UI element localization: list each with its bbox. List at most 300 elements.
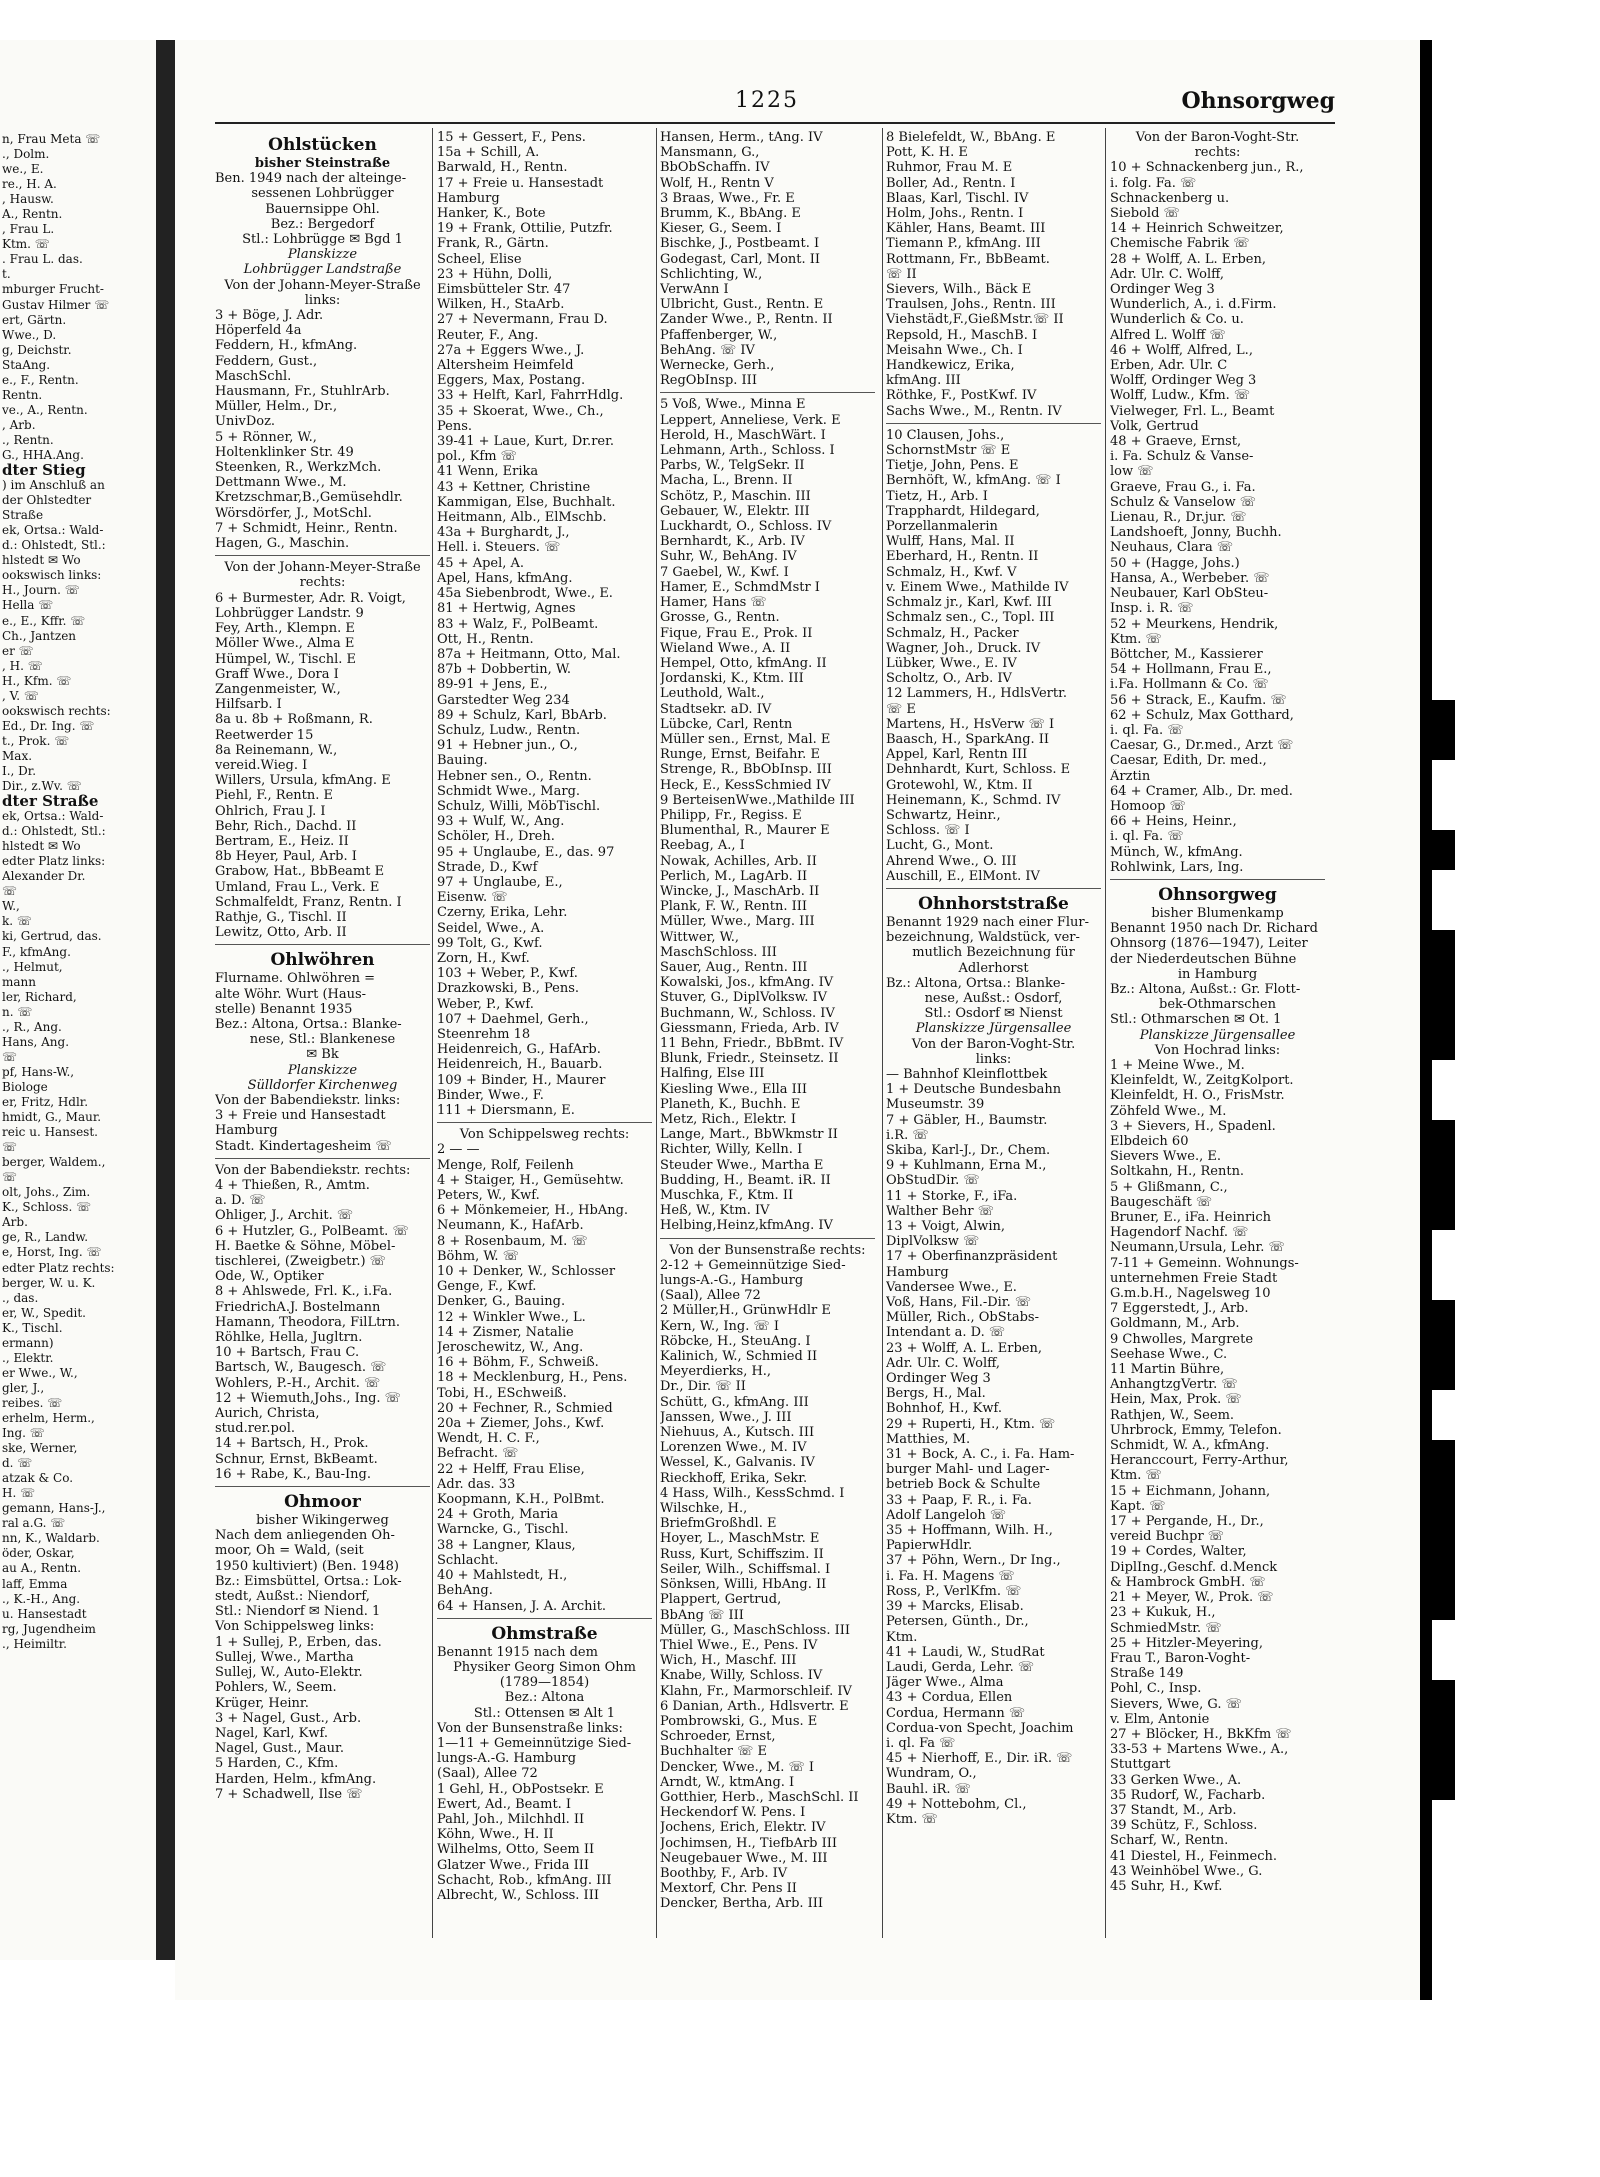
directory-entry: 13 + Voigt, Alwin, (886, 1219, 1006, 1235)
directory-entry: Stadtsekr. aD. IV (660, 701, 772, 717)
left-page-line: ge, R., Landw. (2, 1230, 89, 1245)
directory-entry: Grotewohl, W., Ktm. II (886, 777, 1033, 793)
directory-entry: AnhangtzgVertr. ☏ (1110, 1377, 1238, 1393)
directory-entry: Boller, Ad., Rentn. I (886, 175, 1016, 191)
directory-entry: Kammigan, Else, Buchhalt. (437, 494, 616, 510)
directory-entry: 64 + Hansen, J. A. Archit. (437, 1598, 607, 1614)
directory-entry: 17 + Pergande, H., Dr., (1110, 1514, 1264, 1530)
directory-entry: Lohbrügger Landstr. 9 (215, 605, 364, 621)
directory-entry: 6 + Hutzler, G., PolBeamt. ☏ (215, 1223, 409, 1239)
directory-entry: Knabe, Willy, Schloss. IV (660, 1668, 823, 1684)
directory-entry: links: (975, 1051, 1012, 1067)
directory-entry: nese, Stl.: Blankenese (249, 1032, 396, 1048)
directory-entry: Petersen, Günth., Dr., (886, 1614, 1029, 1630)
directory-entry: Hamer, Hans ☏ (660, 595, 767, 611)
column-divider (656, 128, 657, 1938)
directory-entry: 49 + Nottebohm, Cl., (886, 1796, 1027, 1812)
directory-entry: Heitmann, Alb., ElMschb. (437, 510, 607, 526)
directory-entry: Caesar, Edith, Dr. med., (1110, 753, 1267, 769)
directory-entry: Böhm, W. ☏ (437, 1248, 519, 1264)
directory-entry: Pohl, C., Insp. (1110, 1681, 1202, 1697)
left-page-line: F., kfmAng. (2, 944, 71, 959)
street-heading: Ohlwöhren (270, 950, 375, 971)
directory-entry: Walther Behr ☏ (886, 1203, 994, 1219)
directory-entry: Schulz & Vanselow ☏ (1110, 494, 1256, 510)
section-divider (886, 888, 1101, 889)
directory-entry: 1 + Meine Wwe., M. (1110, 1057, 1245, 1073)
directory-entry: 39 + Marcks, Elisab. (886, 1599, 1024, 1615)
directory-entry: Schwartz, Heinr., (886, 807, 1001, 823)
directory-entry: Wolff, Ordinger Weg 3 (1110, 373, 1257, 389)
directory-entry: Wunderlich, A., i. d.Firm. (1110, 297, 1277, 313)
directory-entry: Schmalfeldt, Franz, Rentn. I (215, 894, 402, 910)
left-page-line: G., HHA.Ang. (2, 447, 84, 462)
directory-entry: Vielweger, Frl. L., Beamt (1110, 403, 1275, 419)
left-page-line: ookswisch rechts: (2, 703, 111, 718)
directory-entry: Rathjen, W., Seem. (1110, 1407, 1235, 1423)
directory-entry: 81 + Hertwig, Agnes (437, 601, 576, 617)
directory-entry: 43 Weinhöbel Wwe., G. (1110, 1863, 1263, 1879)
directory-entry: mutlich Bezeichnung für (912, 945, 1075, 961)
directory-entry: Ulbricht, Gust., Rentn. E (660, 297, 824, 313)
directory-entry: 52 + Meurkens, Hendrik, (1110, 616, 1279, 632)
directory-entry: 8b Heyer, Paul, Arb. I (215, 849, 357, 865)
directory-entry: 39-41 + Laue, Kurt, Dr.rer. (437, 434, 615, 450)
directory-entry: Hausmann, Fr., StuhlrArb. (215, 384, 390, 400)
directory-entry: 103 + Weber, P., Kwf. (437, 966, 578, 982)
left-page-line: A., Rentn. (2, 207, 63, 222)
directory-entry: Brumm, K., BbAng. E (660, 206, 801, 222)
left-page-line: d.: Ohlstedt, Stl.: (2, 538, 106, 553)
directory-entry: Tobi, H., ESchweiß. (437, 1385, 567, 1401)
directory-entry: 83 + Walz, F., PolBeamt. (437, 616, 599, 632)
directory-entry: stedt, Außst.: Niendorf, (215, 1589, 370, 1605)
directory-entry: Harden, Helm., kfmAng. (215, 1771, 377, 1787)
directory-entry: BriefmGroßhdl. E (660, 1516, 777, 1532)
directory-entry: Planskizze Jürgensallee (915, 1021, 1072, 1037)
directory-entry: 43 + Kettner, Christine (437, 479, 591, 495)
directory-entry: 43 + Cordua, Ellen (886, 1690, 1013, 1706)
directory-entry: Baasch, H., SparkAng. II (886, 731, 1050, 747)
directory-entry: Von der Baron-Voght-Str. (911, 1036, 1076, 1052)
directory-entry: 7 + Gäbler, H., Baumstr. (886, 1112, 1048, 1128)
directory-entry: ObStudDir. ☏ (886, 1173, 980, 1189)
directory-entry: 99 Tolt, G., Kwf. (437, 935, 543, 951)
directory-entry: Sachs Wwe., M., Rentn. IV (886, 403, 1062, 419)
directory-entry: stud.rer.pol. (215, 1421, 295, 1437)
directory-entry: Halfing, Else III (660, 1066, 765, 1082)
directory-entry: 12 + Winkler Wwe., L. (437, 1309, 586, 1325)
directory-entry: Willers, Ursula, kfmAng. E (215, 773, 391, 789)
directory-entry: Macha, L., Brenn. II (660, 473, 793, 489)
directory-entry: Von Hochrad links: (1154, 1042, 1281, 1058)
directory-entry: Holm, Johs., Rentn. I (886, 206, 1024, 222)
section-divider (660, 1238, 875, 1239)
directory-entry: 14 + Zismer, Natalie (437, 1324, 574, 1340)
left-page-line: berger, W. u. K. (2, 1275, 96, 1290)
left-page-line: rg, Jugendheim (2, 1621, 96, 1636)
left-page-line: ., das. (2, 1290, 39, 1305)
directory-entry: Reuter, F., Ang. (437, 327, 539, 343)
directory-entry: Binder, Wwe., F. (437, 1087, 544, 1103)
directory-entry: 31 + Bock, A. C., i. Fa. Ham- (886, 1447, 1075, 1463)
directory-entry: 10 + Bartsch, Frau C. (215, 1345, 360, 1361)
directory-entry: 33-53 + Martens Wwe., A., (1110, 1742, 1289, 1758)
directory-entry: 8 Bielefeldt, W., BbAng. E (886, 130, 1056, 145)
directory-entry: 6 Danian, Arth., Hdlsvertr. E (660, 1698, 849, 1714)
directory-entry: Kern, W., Ing. ☏ I (660, 1318, 780, 1334)
directory-entry: Nagel, Gust., Maur. (215, 1741, 344, 1757)
left-page-line: Ing. ☏ (2, 1426, 45, 1441)
directory-entry: Janssen, Wwe., J. III (660, 1409, 792, 1425)
directory-entry: Hell. i. Steuers. ☏ (437, 540, 561, 556)
left-page-line: ek, Ortsa.: Wald- (2, 523, 104, 538)
directory-entry: 9 + Kuhlmann, Erna M., (886, 1158, 1047, 1174)
left-page-line: Rentn. (2, 387, 43, 402)
directory-entry: Porzellanmalerin (886, 519, 998, 535)
directory-entry: Repsold, H., MaschB. I (886, 327, 1038, 343)
left-page-line: er, Fritz, Hdlr. (2, 1095, 89, 1109)
directory-entry: Runge, Ernst, Beifahr. E (660, 747, 820, 763)
left-page-line: ., Helmut, (2, 959, 63, 974)
directory-entry: Ordinger Weg 3 (886, 1371, 991, 1387)
left-page-line: ek, Ortsa.: Wald- (2, 809, 104, 824)
directory-entry: 17 + Oberfinanzpräsident (886, 1249, 1058, 1265)
directory-entry: Wagner, Joh., Druck. IV (886, 640, 1041, 656)
directory-entry: Matthies, M. (886, 1431, 971, 1447)
directory-entry: Hamburg (886, 1264, 949, 1280)
directory-entry: 18 + Mecklenburg, H., Pens. (437, 1370, 628, 1386)
directory-entry: Gebauer, W., Elektr. III (660, 503, 810, 519)
directory-entry: Garstedter Weg 234 (437, 692, 570, 708)
directory-entry: Böttcher, M., Kassierer (1110, 646, 1263, 662)
directory-entry: in Hamburg (1177, 966, 1258, 982)
directory-entry: moor, Oh = Wald, (seit (215, 1543, 364, 1559)
directory-entry: ☏ II (886, 266, 917, 282)
directory-entry: Nowak, Achilles, Arb. II (660, 853, 817, 869)
directory-entry: BehAng. ☏ IV (660, 342, 755, 358)
directory-entry: Hamburg (215, 1123, 278, 1139)
directory-entry: Von der Babendiekstr. links: (215, 1092, 401, 1108)
directory-entry: Muschka, F., Ktm. II (660, 1188, 794, 1204)
directory-entry: Pfaffenberger, W., (660, 327, 778, 343)
directory-entry: Altersheim Heimfeld (437, 358, 574, 374)
directory-entry: i.R. ☏ (886, 1127, 929, 1143)
directory-entry: Martens, H., HsVerw ☏ I (886, 716, 1055, 732)
directory-entry: Müller, Rich., ObStabs- (886, 1310, 1039, 1326)
directory-entry: 15a + Schill, A. (437, 145, 540, 161)
directory-entry: 23 + Wolff, A. L. Erben, (886, 1340, 1042, 1356)
directory-entry: Bez.: Altona, Ortsa.: Blanke- (215, 1016, 402, 1032)
directory-entry: Von Schippelsweg links: (215, 1619, 375, 1635)
directory-entry: 15 + Eichmann, Johann, (1110, 1483, 1271, 1499)
directory-entry: Wendt, H. C. F., (437, 1431, 540, 1447)
directory-entry: 11 Behn, Friedr., BbBmt. IV (660, 1035, 844, 1051)
left-page-line: e, Horst, Ing. ☏ (2, 1245, 102, 1260)
directory-entry: Alfred L. Wolff ☏ (1110, 327, 1226, 343)
directory-entry: Sullej, Wwe., Martha (215, 1649, 354, 1665)
directory-entry: Parbs, W., TelgSekr. II (660, 458, 805, 474)
left-page-line: ve., A., Rentn. (2, 402, 88, 417)
left-page-line: ) im Anschluß an (2, 478, 105, 493)
directory-entry: Sievers Wwe., E. (1110, 1149, 1222, 1165)
directory-entry: 8a Reinemann, W., (215, 742, 338, 758)
directory-entry: Insp. i. R. ☏ (1110, 601, 1194, 617)
directory-entry: Steenken, R., WerkzMch. (215, 460, 382, 476)
directory-entry: Kretzschmar,B.,Gemüsehdlr. (215, 490, 403, 506)
directory-entry: Menge, Rolf, Feilenh (437, 1157, 574, 1173)
directory-entry: Bauing. (437, 753, 488, 769)
directory-entry: Schroeder, Ernst, (660, 1729, 776, 1745)
directory-entry: Cordua, Hermann ☏ (886, 1705, 1026, 1721)
left-page-line: e., F., Rentn. (2, 372, 79, 387)
directory-entry: Krüger, Heinr. (215, 1695, 309, 1711)
left-page-line: reibes. ☏ (2, 1395, 63, 1410)
directory-entry: Neubauer, Karl ObSteu- (1110, 586, 1269, 602)
directory-entry: Leuthold, Walt., (660, 686, 765, 702)
left-page-line: ., Dolm. (2, 147, 50, 162)
directory-entry: 11 + Storke, F., iFa. (886, 1188, 1018, 1204)
directory-entry: 19 + Cordes, Walter, (1110, 1544, 1247, 1560)
left-page-line: g, Deichstr. (2, 342, 72, 357)
directory-entry: Sievers, Wwe, G. ☏ (1110, 1696, 1242, 1712)
directory-entry: 64 + Cramer, Alb., Dr. med. (1110, 783, 1293, 799)
left-page-line: edter Platz links: (2, 854, 106, 869)
directory-entry: bek-Othmarschen (1159, 997, 1276, 1013)
directory-entry: Wich, H., Maschf. III (660, 1653, 797, 1669)
directory-entry: Eggers, Max, Postang. (437, 373, 586, 389)
directory-entry: Chemische Fabrik ☏ (1110, 236, 1250, 252)
directory-entry: (1789—1854) (499, 1675, 590, 1691)
directory-entry: Dr., Dir. ☏ II (660, 1379, 746, 1395)
directory-entry: 10 Clausen, Johs., (886, 427, 1005, 443)
left-page-line: ., Rentn. (2, 432, 54, 447)
directory-entry: Ktm. ☏ (886, 1811, 938, 1827)
directory-entry: Voß, Hans, Fil.-Dir. ☏ (886, 1295, 1032, 1311)
directory-entry: Adr. Ulr. C. Wolff, (886, 1355, 1001, 1371)
directory-entry: Eimsbütteler Str. 47 (437, 282, 571, 298)
directory-entry: Flurname. Ohlwöhren = (215, 971, 375, 987)
directory-entry: Erben, Adr. Ulr. C (1110, 358, 1228, 374)
column-divider (432, 128, 433, 1938)
directory-entry: Frank, R., Gärtn. (437, 236, 549, 252)
left-page-line: nn, K., Waldarb. (2, 1531, 100, 1546)
directory-entry: Zangenmeister, W., (215, 681, 341, 697)
directory-entry: Jeroschewitz, W., Ang. (437, 1340, 584, 1356)
left-page-line: ., K.-H., Ang. (2, 1591, 81, 1606)
directory-entry: 24 + Groth, Maria (437, 1507, 559, 1523)
directory-entry: Adr. das. 33 (437, 1476, 516, 1492)
directory-entry: Bz.: Altona, Ortsa.: Blanke- (886, 975, 1065, 991)
directory-entry: 7 Eggerstedt, J., Arb. (1110, 1301, 1249, 1317)
directory-entry: Apel, Hans, kfmAng. (437, 570, 573, 586)
directory-entry: Lewitz, Otto, Arb. II (215, 925, 347, 941)
directory-entry: Stadt. Kindertagesheim ☏ (215, 1138, 392, 1154)
directory-entry: Herold, H., MaschWärt. I (660, 427, 826, 443)
directory-entry: 39 Schütz, F., Schloss. (1110, 1818, 1258, 1834)
directory-entry: Weber, P., Kwf. (437, 996, 534, 1012)
directory-entry: i. ql. Fa ☏ (886, 1735, 956, 1751)
directory-entry: 3 + Nagel, Gust., Arb. (215, 1710, 362, 1726)
directory-entry: Jochimsen, H., TiefbArb III (660, 1835, 838, 1851)
directory-entry: Wohlers, P.-H., Archit. ☏ (215, 1375, 381, 1391)
left-page-line: dter Straße (2, 794, 99, 810)
directory-entry: Neumann, K., HafArb. (437, 1218, 584, 1234)
left-page-line: ral a.G. ☏ (2, 1516, 66, 1531)
directory-entry: 4 + Thießen, R., Amtm. (215, 1178, 370, 1193)
directory-entry: Pahl, Joh., Milchhdl. II (437, 1811, 585, 1827)
street-heading: Ohnhorststraße (918, 893, 1069, 914)
directory-entry: Rathje, G., Tischl. II (215, 909, 347, 925)
directory-entry: stelle) Benannt 1935 (215, 1001, 353, 1017)
left-page-line: StaAng. (2, 357, 51, 372)
left-page-line: reic u. Hansest. (2, 1125, 98, 1140)
directory-entry: Grosse, G., Rentn. (660, 610, 780, 626)
directory-entry: Siebold ☏ (1110, 206, 1180, 222)
directory-entry: UnivDoz. (215, 414, 276, 430)
directory-entry: Wulff, Hans, Mal. II (886, 534, 1015, 550)
directory-entry: 12 Lammers, H., HdlsVertr. (886, 686, 1068, 702)
directory-entry: 8a u. 8b + Roßmann, R. (215, 712, 373, 728)
directory-entry: Röhlke, Hella, Jugltrn. (215, 1330, 363, 1346)
directory-entry: 45a Siebenbrodt, Wwe., E. (437, 586, 613, 602)
directory-entry: bisher Steinstraße (254, 156, 391, 171)
left-page-line: ., R., Ang. (2, 1019, 62, 1034)
directory-entry: Schmidt Wwe., Marg. (437, 783, 581, 799)
directory-entry: 3 + Freie und Hansestadt (215, 1108, 386, 1124)
left-page-line: mann (2, 974, 36, 989)
directory-entry: alte Wöhr. Wurt (Haus- (215, 986, 367, 1002)
directory-entry: Hansen, Herm., tAng. IV (660, 130, 823, 145)
directory-entry: Wincke, J., MaschArb. II (660, 883, 820, 899)
directory-entry: Dettmann Wwe., M. (215, 475, 347, 491)
directory-entry: Fique, Frau E., Prok. II (660, 625, 813, 641)
left-page-line: er, W., Spedit. (2, 1305, 86, 1320)
left-page-line: ler, Richard, (2, 989, 77, 1004)
directory-entry: Hein, Max, Prok. ☏ (1110, 1392, 1242, 1408)
directory-entry: Benannt 1915 nach dem (437, 1644, 598, 1660)
directory-entry: 50 + (Hagge, Johs.) (1110, 555, 1240, 571)
directory-entry: Ärztin (1110, 768, 1151, 784)
directory-entry: Schmalz, H., Kwf. V (886, 564, 1017, 580)
directory-entry: Lange, Mart., BbWkmstr II (660, 1127, 838, 1143)
directory-entry: Blaas, Karl, Tischl. IV (886, 190, 1029, 206)
directory-entry: Von der Bunsenstraße rechts: (669, 1242, 866, 1258)
directory-entry: Philipp, Fr., Regiss. E (660, 807, 802, 823)
directory-entry: Neumann,Ursula, Lehr. ☏ (1110, 1240, 1285, 1256)
directory-entry: 7-11 + Gemeinn. Wohnungs- (1110, 1255, 1299, 1271)
left-page-line: Ktm. ☏ (2, 237, 50, 252)
directory-entry: rechts: (299, 575, 346, 591)
directory-entry: tischlerei, (Zweigbetr.) ☏ (215, 1254, 386, 1270)
directory-entry: Blunk, Friedr., Steinsetz. II (660, 1051, 839, 1067)
column-divider (1105, 128, 1106, 1938)
column-5 (1110, 130, 1325, 1894)
directory-entry: 1 + Sullej, P., Erben, das. (215, 1634, 382, 1650)
directory-entry: i. Fa. H. Magens ☏ (886, 1568, 1015, 1584)
directory-entry: Holtenklinker Str. 49 (215, 444, 354, 460)
directory-entry: 95 + Unglaube, E., das. 97 (437, 844, 615, 860)
directory-entry: Müller, G., MaschSchloss. III (660, 1622, 851, 1638)
left-page-line: k. ☏ (2, 914, 32, 929)
directory-entry: Hagen, G., Maschin. (215, 536, 350, 552)
directory-entry: Jordanski, K., Ktm. III (660, 671, 804, 687)
directory-entry: Intendant a. D. ☏ (886, 1325, 1006, 1341)
directory-entry: Wolf, H., Rentn V (660, 175, 774, 191)
directory-entry: (Saal), Allee 72 (437, 1766, 538, 1782)
directory-entry: lungs-A.-G. Hamburg (437, 1751, 577, 1767)
directory-entry: Bohnhof, H., Kwf. (886, 1401, 1002, 1417)
directory-entry: 7 + Schadwell, Ilse ☏ (215, 1786, 363, 1802)
directory-entry: 5 + Rönner, W., (215, 429, 317, 445)
directory-entry: Kowalski, Jos., kfmAng. IV (660, 975, 834, 991)
directory-entry: Graeve, Frau G., i. Fa. (1110, 479, 1256, 495)
directory-entry: Stl.: Othmarschen ✉ Ot. 1 (1110, 1012, 1282, 1028)
directory-entry: Thiel Wwe., E., Pens. IV (660, 1637, 818, 1653)
directory-entry: Kleinfeldt, H. O., FrisMstr. (1110, 1088, 1285, 1104)
directory-entry: 89-91 + Jens, E., (437, 677, 548, 693)
directory-entry: 33 + Helft, Karl, FahrrHdlg. (437, 388, 624, 404)
directory-entry: a. D. ☏ (215, 1193, 266, 1209)
directory-entry: Schulz, Ludw., Rentn. (437, 722, 581, 738)
directory-entry: Bz.: Altona, Außst.: Gr. Flott- (1110, 981, 1301, 997)
directory-entry: Hümpel, W., Tischl. E (215, 651, 357, 667)
directory-entry: Schulz, Willi, MöbTischl. (437, 798, 601, 814)
left-page-line: berger, Waldem., (2, 1155, 106, 1170)
directory-entry: bisher Wikingerweg (256, 1513, 389, 1529)
left-page-line: ☏ (2, 1140, 18, 1155)
directory-entry: Museumstr. 39 (886, 1097, 985, 1113)
directory-entry: 20 + Fechner, R., Schmied (437, 1400, 613, 1416)
directory-entry: Viehstädt,F.,GießMstr.☏ II (886, 312, 1064, 328)
directory-entry: Ott, H., Rentn. (437, 631, 534, 647)
directory-entry: Lucht, G., Mont. (886, 838, 994, 854)
directory-entry: Hebner sen., O., Rentn. (437, 768, 592, 784)
directory-entry: Adr. Ulr. C. Wolff, (1110, 266, 1225, 282)
directory-entry: 3 + Böge, J. Adr. (215, 308, 324, 324)
left-page-line: gemann, Hans-J., (2, 1501, 106, 1516)
directory-entry: Plappert, Gertrud, (660, 1592, 782, 1608)
directory-entry: — Bahnhof Kleinflottbek (886, 1066, 1048, 1082)
directory-entry: Bernhöft, W., kfmAng. ☏ I (886, 473, 1061, 489)
directory-entry: Stl.: Niendorf ✉ Niend. 1 (215, 1604, 381, 1620)
directory-entry: betrieb Bock & Schulte (886, 1477, 1041, 1493)
directory-entry: 4 + Staiger, H., Gemüsehtw. (437, 1172, 624, 1188)
directory-entry: Arndt, W., ktmAng. I (660, 1774, 795, 1790)
directory-entry: 37 + Pöhn, Wern., Dr Ing., (886, 1553, 1061, 1569)
directory-entry: 22 + Helff, Frau Elise, (437, 1461, 585, 1477)
directory-entry: 38 + Langner, Klaus, (437, 1537, 576, 1553)
directory-entry: bezeichnung, Waldstück, ver- (886, 930, 1080, 946)
directory-entry: Czerny, Erika, Lehr. (437, 905, 568, 921)
directory-entry: 54 + Hollmann, Frau E., (1110, 662, 1272, 678)
directory-entry: Godegast, Carl, Mont. II (660, 251, 821, 267)
left-page-line: hlstedt ✉ Wo (2, 839, 81, 854)
directory-entry: Hamer, E., SchmdMstr I (660, 579, 820, 595)
left-page-line: Alexander Dr. (2, 869, 86, 884)
left-page-line: atzak & Co. (2, 1471, 74, 1486)
directory-entry: Klahn, Fr., Marmorschleif. IV (660, 1683, 852, 1699)
directory-entry: Pens. (437, 418, 473, 434)
directory-entry: Von der Bunsenstraße links: (437, 1720, 623, 1736)
directory-entry: Schloss. ☏ I (886, 823, 970, 839)
directory-entry: 20a + Ziemer, Johs., Kwf. (437, 1416, 605, 1432)
left-page-line: Gustav Hilmer ☏ (2, 297, 110, 312)
directory-entry: 45 + Nierhoff, E., Dir. iR. ☏ (886, 1751, 1073, 1767)
left-page-line: , Arb. (2, 417, 36, 432)
street-heading: Ohmoor (284, 1492, 361, 1513)
section-divider (660, 392, 875, 393)
